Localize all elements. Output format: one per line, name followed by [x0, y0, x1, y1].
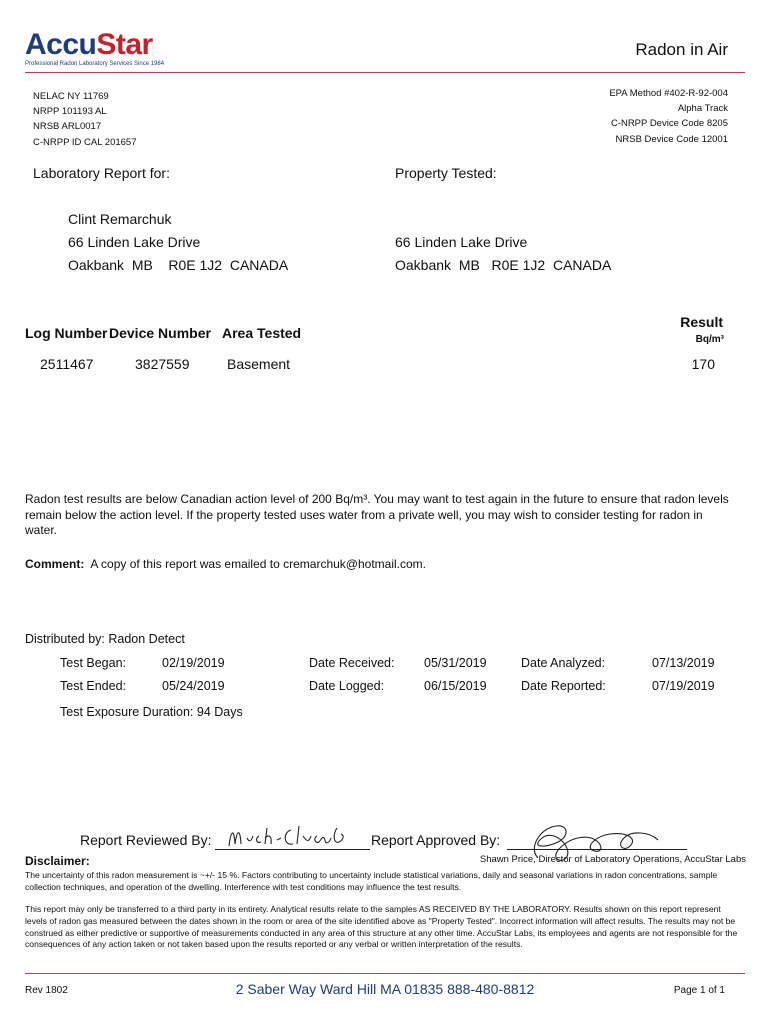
device-number-value: 3827559 [135, 356, 190, 372]
page-number: Page 1 of 1 [673, 985, 725, 996]
property-address [395, 231, 611, 277]
date-logged-label: Date Logged: [309, 679, 385, 693]
disclaimer-terms: This report may only be transferred to a third party in its entirety. Analytical results relate to the samples AS RECEIVED BY THE LABORATORY. Results shown on this report represent levels of radon gas measured between the dates shown in the room or area of the site identified above as "Property Tested". Incorrect information will affect results. The results may not be construed as either predictive or supportive of measurements conducted in any area of this structure at any other time. AccuStar Labs, its employees and agents are not responsible for the consequences of any action taken or not taken based upon the results reported or any verbal or written interpretation of the results. [25, 904, 738, 950]
log-number-header: Log Number [25, 325, 108, 341]
header-divider [25, 72, 745, 73]
area-tested-value: Basement [227, 356, 291, 372]
client-name: Clint Remarchuk [68, 211, 172, 227]
method-line: EPA Method #402-R-92-004 [609, 88, 728, 99]
logo-prefix: Accu [25, 28, 97, 61]
logo-wordmark [25, 30, 164, 60]
date-analyzed-label: Date Analyzed: [521, 656, 606, 670]
date-received-label: Date Received: [309, 656, 395, 670]
date-analyzed-value: 07/13/2019 [652, 656, 715, 670]
lab-address: 2 Saber Way Ward Hill MA 01835 888-480-8812 [235, 981, 535, 997]
property-city-line: Oakbank MB R0E 1J2 CANADA [395, 257, 612, 273]
date-reported-value: 07/19/2019 [652, 679, 715, 693]
result-unit: Bq/m³ [695, 334, 724, 345]
logo-tagline: Professional Radon Laboratory Services Since 1984 [25, 61, 165, 67]
comment-label: Comment: [25, 557, 85, 571]
method-line: Alpha Track [677, 103, 728, 115]
approver-title: Shawn Price, Director of Laboratory Operations, AccuStar Labs [479, 854, 746, 865]
test-began-label: Test Began: [60, 656, 127, 670]
approved-by-label: Report Approved By: [371, 832, 501, 848]
accustar-logo [25, 30, 164, 67]
method-certifications [609, 86, 728, 147]
test-ended-label: Test Ended: [60, 679, 127, 693]
client-city-line: Oakbank MB R0E 1J2 CANADA [68, 257, 289, 273]
report-for-label: Laboratory Report for: [33, 165, 170, 181]
reviewed-by-label: Report Reviewed By: [80, 832, 212, 848]
comment [25, 557, 426, 571]
cert-line: NELAC NY 11769 [33, 91, 109, 102]
distributed-by: Distributed by: Radon Detect [25, 632, 185, 646]
area-tested-header: Area Tested [222, 325, 302, 341]
cert-line: C-NRPP ID CAL 201657 [33, 136, 137, 148]
revision-number: Rev 1802 [25, 985, 68, 996]
property-tested-label: Property Tested: [395, 165, 497, 181]
log-number-value: 2511467 [40, 356, 94, 372]
exposure-duration: Test Exposure Duration: 94 Days [60, 705, 243, 719]
device-number-header: Device Number [109, 325, 211, 341]
cert-line: NRSB ARL0017 [33, 121, 102, 133]
test-began-value: 02/19/2019 [162, 656, 225, 670]
lab-certifications [33, 89, 137, 150]
client-address [68, 208, 288, 277]
method-line: C-NRPP Device Code 8205 [610, 118, 728, 130]
method-line: NRSB Device Code 12001 [615, 133, 728, 145]
comment-text: A copy of this report was emailed to cremarchuk@hotmail.com. [90, 557, 427, 571]
test-ended-value: 05/24/2019 [162, 679, 225, 693]
client-street: 66 Linden Lake Drive [68, 234, 201, 250]
date-reported-label: Date Reported: [521, 679, 606, 693]
disclaimer-uncertainty: The uncertainty of this radon measurement is ~+/- 15 %. Factors contributing to uncertainty include statistical variations, daily and seasonal variations in radon concentrations, sample collection techniques, and operation of the dwelling. Interference with test conditions may influence the test results. [25, 870, 718, 892]
report-type-title: Radon in Air [635, 40, 728, 59]
date-received-value: 05/31/2019 [424, 656, 487, 670]
reviewer-signature [225, 822, 365, 852]
result-value: 170 [691, 356, 715, 372]
result-summary: Radon test results are below Canadian action level of 200 Bq/m³. You may want to test again in the future to ensure that radon levels remain below the action level. If the property tested uses water from a private well, you may wish to consider testing for radon in water. [25, 492, 729, 537]
logo-suffix: Star [96, 28, 153, 61]
property-street: 66 Linden Lake Drive [395, 234, 528, 250]
cert-line: NRPP 101193 AL [33, 106, 107, 118]
disclaimer-title: Disclaimer: [25, 854, 90, 868]
date-logged-value: 06/15/2019 [424, 679, 487, 693]
result-header: Result [680, 314, 723, 330]
footer-divider [25, 973, 745, 974]
